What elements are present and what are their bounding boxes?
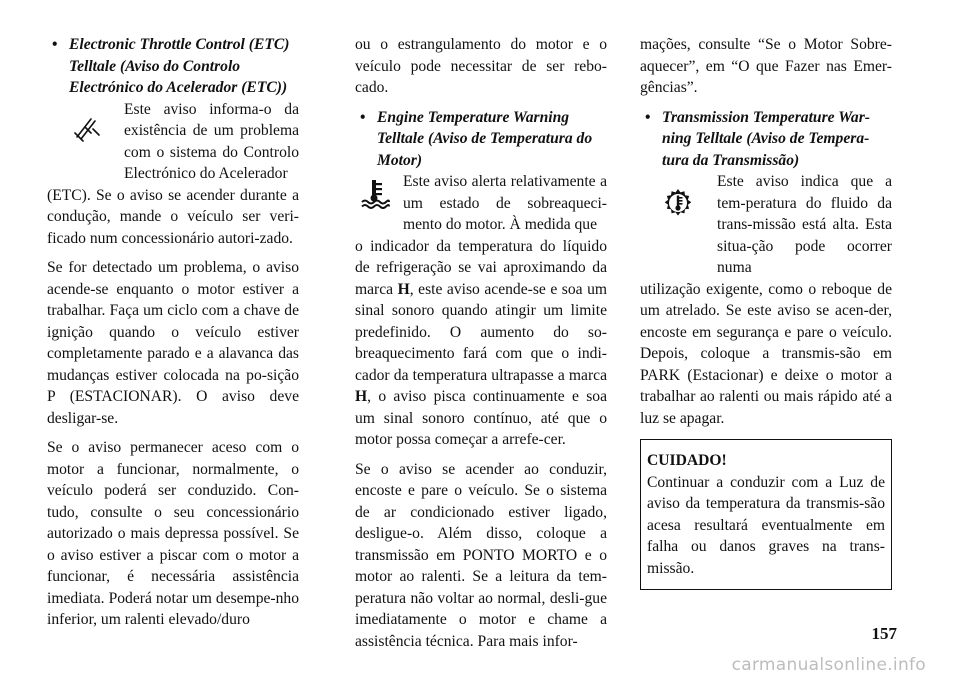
trans-temp-description	[640, 171, 892, 279]
trans-temp-body-a: Este aviso indica que a tem-peratura do fluido da trans-missão está alta. Esta situa-ção pode ocorrer numa	[717, 173, 892, 276]
column-3	[640, 34, 892, 590]
caution-title: CUIDADO!	[647, 452, 727, 469]
page-number: 157	[871, 624, 897, 643]
engine-temp-heading	[355, 107, 607, 172]
coolant-temperature-icon	[359, 177, 391, 209]
col2-continuation: ou o estrangulamento do motor e o veículo pode necessitar de ser rebo-cado.	[355, 36, 607, 96]
col3-continuation: mações, consulte “Se o Motor Sobre-aquecer”, em “O que Fazer nas Emer-gências”.	[640, 36, 892, 96]
mark-h: H	[397, 280, 410, 298]
paragraph-3: Se o aviso permanecer aceso com o motor a funcionar, normalmente, o veículo poderá ser conduzido. Con-tudo, consulte o seu concessionário autorizado o mais depressa possível. Se o aviso estiver a piscar com o motor a funcionar, é necessária assistência imediata. Poderá notar um desempe-nho inferior, um ralenti elevado/duro	[47, 439, 299, 628]
engine-temp-title: Engine Temperature Warning Telltale (Aviso de Temperatura do Motor)	[377, 108, 593, 169]
throttle-icon	[71, 113, 103, 145]
engine-temp-body-b	[355, 236, 607, 451]
engine-temp-instructions: Se o aviso se acender ao conduzir, encoste e pare o veículo. Se o sistema de ar condicionado estiver ligado, desligue-o. Além disso, coloque a transmissão em PONTO MORTO e o motor ao ralenti. Se a leitura da tem-peratura não voltar ao normal, desli-gue imediatamente o motor e chame a assistência técnica. Para mais infor-	[355, 460, 607, 650]
transmission-temperature-icon	[662, 187, 694, 219]
watermark: carmanualsonline.info	[731, 655, 926, 675]
trans-temp-body-b: utilização exigente, como o reboque de um atrelado. Se este aviso se acen-der, encoste em segurança e pare o veículo. Depois, coloque a transmis-são em PARK (Estacionar) e deixe o motor a trabalhar ao ralenti ou mais rápido até a luz se apagar.	[640, 280, 892, 427]
bullet: •	[360, 108, 366, 126]
etc-description	[47, 99, 299, 185]
paragraph-2: Se for detectado um problema, o aviso acende-se enquanto o motor estiver a trabalhar. Faça um ciclo com a chave de ignição quando o veículo estiver completamente parado e a alavanca das mudanças estiver colocada na po-sição P (ESTACIONAR). O aviso deve desligar-se.	[47, 259, 299, 427]
trans-temp-heading	[640, 107, 892, 172]
bullet: •	[52, 36, 58, 53]
engine-temp-body-b2: , este aviso acende-se e soa um sinal sonoro quando atingir um limite predefinido. O aumento do so-breaquecimento fará com que o indi-cador da temperatura ultrapasse a marca	[355, 280, 608, 384]
caution-box	[640, 439, 892, 590]
etc-heading	[47, 34, 299, 99]
engine-temp-description	[355, 171, 607, 236]
bullet: •	[645, 108, 651, 126]
column-1	[47, 34, 299, 639]
mark-h: H	[355, 388, 368, 405]
etc-body-b: (ETC). Se o aviso se acender durante a condução, mande o veículo ser veri-ficado num concessionário autori-zado.	[47, 186, 299, 247]
column-2	[355, 34, 607, 660]
trans-temp-title: Transmission Temperature War-ning Telltale (Aviso de Tempera-tura da Transmissão)	[662, 108, 870, 169]
etc-title: Electronic Throttle Control (ETC) Telltale (Aviso do Controlo Electrónico do Acelerador (ETC))	[69, 36, 290, 96]
engine-temp-body-b3: , o aviso pisca continuamente e soa um sinal sonoro contínuo, até que o motor possa começar a arrefe-cer.	[355, 388, 607, 448]
engine-temp-body-b1: o indicador da temperatura do líquido de refrigeração se vai aproximando da marca	[355, 237, 607, 298]
caution-text: Continuar a conduzir com a Luz de aviso da temperatura da transmis-são acesa resultará eventualmente em falha ou danos graves na trans-missão.	[647, 473, 885, 577]
engine-temp-body-a: Este aviso alerta relativamente a um estado de sobreaqueci-mento do motor. À medida que	[403, 173, 607, 233]
etc-body-a: Este aviso informa-o da existência de um problema com o sistema do Controlo Electrónico do Acelerador	[124, 100, 299, 182]
